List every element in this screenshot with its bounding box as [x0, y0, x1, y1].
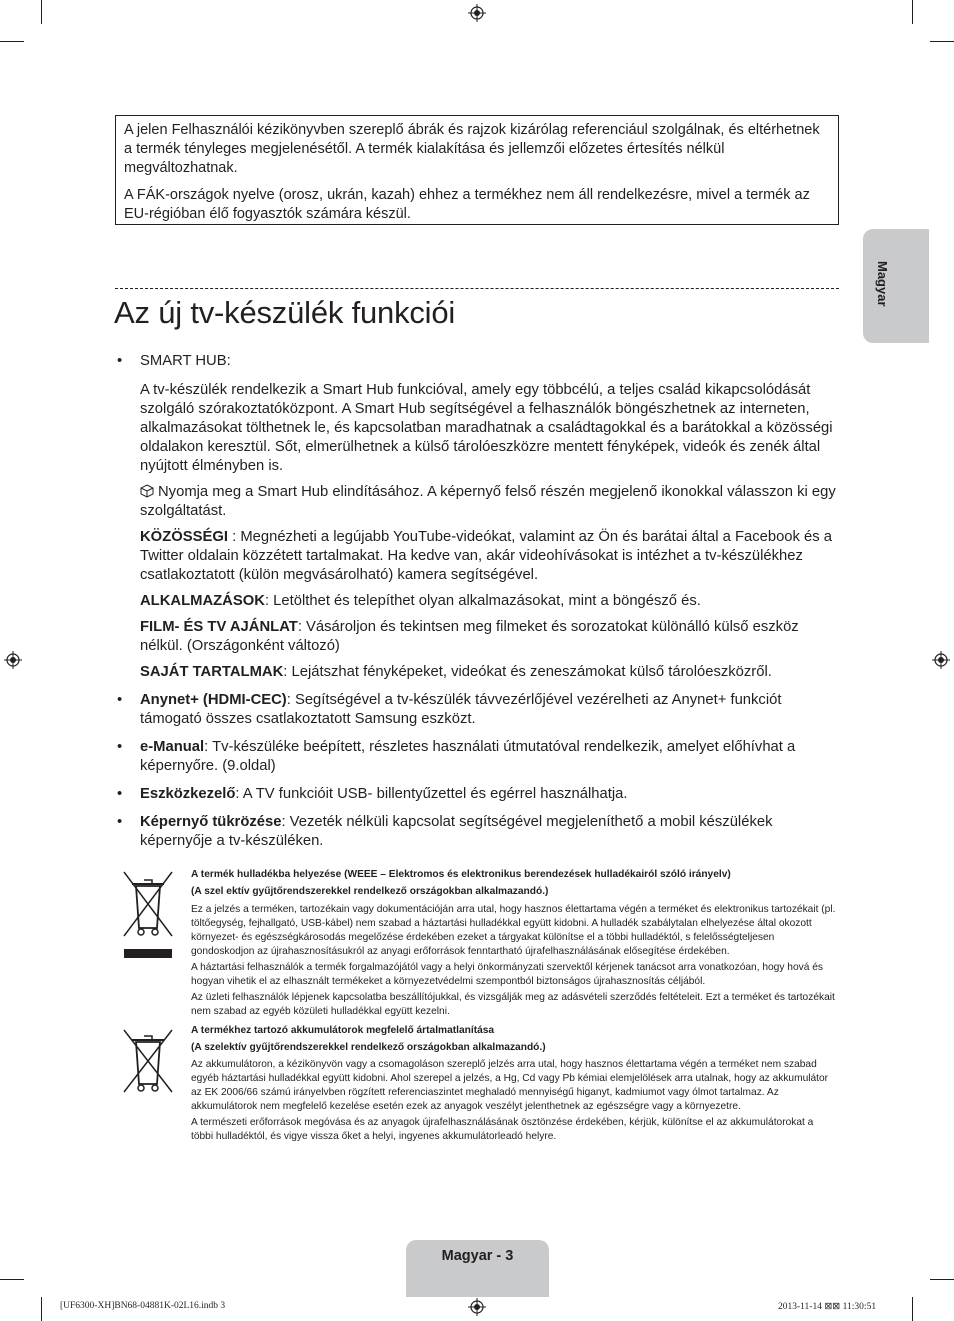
- feature-list: [115, 352, 840, 851]
- crosshair-registration-icon: [468, 1298, 486, 1316]
- crossed-out-battery-bin-icon: [122, 1028, 174, 1096]
- crosshair-registration-icon: [932, 651, 950, 669]
- smart-hub-press: Nyomja meg a Smart Hub elindításához. A képernyő felső részén megjelenő ikonokkal válasszon ki egy szolgáltatást.: [140, 484, 836, 519]
- list-item-smart-hub: • SMART HUB:: [115, 352, 840, 371]
- battery-text: A termékhez tartozó akkumulátorok megfelelő ártalmatlanítása (A szelektív gyűjtőrendszerekkel rendelkező országokban alkalmazandó.) Az akkumulátoron, a kézikönyvön vagy a csomagoláson szereplő jelzés arra utal, hogy hasznos élettartama végén a terméket nem szabad egyéb háztartási hulladékkal együtt kidobni. Ahol szerepel a jelzés, a Hg, Cd vagy Pb kémiai elemjelölések arra utalnak, hogy az akkumulátor az EK 2006/66 számú irányelvben rögzített referenciaszintet meghaladó mennyiségű higanyt, kadmiumot vagy ólmot tartalmaz. Az akkumulátorok nem megfelelő kezelése esetén ezek az anyagok veszélyt jelenthetnek az egészségre vagy a környezetre. A természeti erőforrások megóvása és az anyagok újrafelhasználásának ösztönzése érdekében, kérjük, különítse el az akkumulátorokat a többi hulladéktól, és vigye vissza őket a helyi, ingyenes akkumulátorleadó helyre.: [191, 1025, 829, 1142]
- list-item: • Anynet+ (HDMI-CEC): Segítségével a tv-készülék távvezérlőjével vezérelheti az Anynet+ funkciót támogató összes csatlakoztatott Samsung eszközt.: [115, 691, 840, 729]
- list-item: • e-Manual: Tv-készüléke beépített, részletes használati útmutatóval rendelkezik, amelyet előhívhat a képernyőre. (9.oldal): [115, 738, 840, 776]
- crop-mark: [0, 1279, 24, 1280]
- smart-hub-item: ALKALMAZÁSOK: Letölthet és telepíthet olyan alkalmazásokat, mint a böngésző és.: [140, 593, 701, 609]
- smart-hub-description: A tv-készülék rendelkezik a Smart Hub funkcióval, amely egy többcélú, a teljes család kikapcsolódását szolgáló szórakoztatóközpont. A Smart Hub segítségével a felhasználók böngészhetnek az interneten, alkalmazásokat tölthetnek le, és kapcsolatban maradhatnak a családtagokkal és a barátokkal a közösségi oldalakon keresztül. Sőt, elmerülhetnek a külső tárolóeszközre mentett fényképek, videók és zenék által nyújtott élményben is.: [140, 382, 833, 474]
- crop-mark: [930, 1279, 954, 1280]
- crosshair-registration-icon: [468, 4, 486, 22]
- crop-mark: [912, 0, 913, 24]
- page-number: Magyar - 3: [441, 1248, 514, 1264]
- crossed-out-wheelie-bin-icon: [122, 870, 174, 962]
- crop-mark: [41, 1297, 42, 1321]
- page-title: Az új tv-készülék funkciói: [114, 295, 456, 330]
- page-number-tab: [406, 1240, 549, 1297]
- print-date-info: 2013-11-14 ⊠⊠ 11:30:51: [778, 1302, 877, 1312]
- list-item: • Eszközkezelő: A TV funkcióit USB- billentyűzettel és egérrel használhatja.: [115, 785, 840, 804]
- smart-hub-item: FILM- ÉS TV AJÁNLAT: Vásároljon és tekintsen meg filmeket és sorozatokat különálló külső eszköz nélkül. (Országonként változó): [140, 619, 799, 654]
- notice-box: [115, 115, 839, 225]
- smart-hub-item: KÖZÖSSÉGI : Megnézheti a legújabb YouTube-videókat, valamint az Ön és barátai által a Facebook és a Twitter oldalain közzétett tartalmakat. Ha kedve van, akár videohívásokat is intézhet a tv-készülékhez csatlakoztatott (külön megvásárolható) kamera segítségével.: [140, 529, 833, 583]
- list-item: • Képernyő tükrözése: Vezeték nélküli kapcsolat segítségével megjeleníthető a mobil készülékek képernyője a tv-készüléken.: [115, 813, 840, 851]
- item-label: SMART HUB: [140, 353, 227, 369]
- crop-mark: [912, 1297, 913, 1321]
- smart-hub-item: SAJÁT TARTALMAK: Lejátszhat fényképeket, videókat és zeneszámokat külső tárolóeszközről.: [140, 664, 772, 680]
- crosshair-registration-icon: [4, 651, 22, 669]
- crop-mark: [0, 41, 24, 42]
- weee-text: A termék hulladékba helyezése (WEEE – Elektromos és elektronikus berendezések hulladékairól szóló irányelv) (A szel ektív gyűjtőrendszerekkel rendelkező országokban alkalmazandó.) Ez a jelzés a terméken, tartozékain vagy dokumentációján arra utal, hogy hasznos élettartama végén a terméket és elektronikus tartozékait (pl. töltőegység, fejhallgató, USB-kábel) nem szabad a háztartási hulladékkal együtt kidobni. A hulladék szabálytalan elhelyezése által okozott környezet- és egészségkárosodás megelőzése érdekében ezeket a tárgyakat különítse el a többi hulladéktól, s felelősségteljesen gondoskodjon az újrahasznosításukról az anyagi erőforrások fenntartható újrafelhasználásának elősegítése érdekében. A háztartási felhasználók a termék forgalmazójától vagy a helyi önkormányzati szervektől kérjenek tanácsot arra vonatkozóan, hogy hová és hogyan vihetik el az elhasznált termékeket a környezetvédelmi szempontból biztonságos újrahasznosítás céljából. Az üzleti felhasználók lépjenek kapcsolatba beszállítójukkal, és vizsgálják meg az adásvételi szerződés feltételeit. Ezt a terméket és tartozékait nem szabad az egyéb közületi hulladékkal együtt kezelni.: [191, 869, 836, 1017]
- notice-paragraph: A FÁK-országok nyelve (orosz, ukrán, kazah) ehhez a termékhez nem áll rendelkezésre, mivel a termék az EU-régióban élő fogyasztók számára készül.: [124, 187, 810, 222]
- crop-mark: [41, 0, 42, 24]
- print-file-info: [UF6300-XH]BN68-04881K-02L16.indb 3: [60, 1301, 226, 1311]
- section-divider: [115, 288, 839, 289]
- notice-paragraph: A jelen Felhasználói kézikönyvben szereplő ábrák és rajzok kizárólag referenciául szolgálnak, és eltérhetnek a termék tényleges megjelenésétől. A termék kialakítása és jellemzői előzetes értesítés nélkül megváltozhatnak.: [124, 122, 820, 176]
- language-side-tab: [863, 229, 929, 343]
- crop-mark: [930, 41, 954, 42]
- language-side-tab-label: Magyar: [875, 261, 890, 307]
- smart-hub-cube-icon: [140, 484, 154, 498]
